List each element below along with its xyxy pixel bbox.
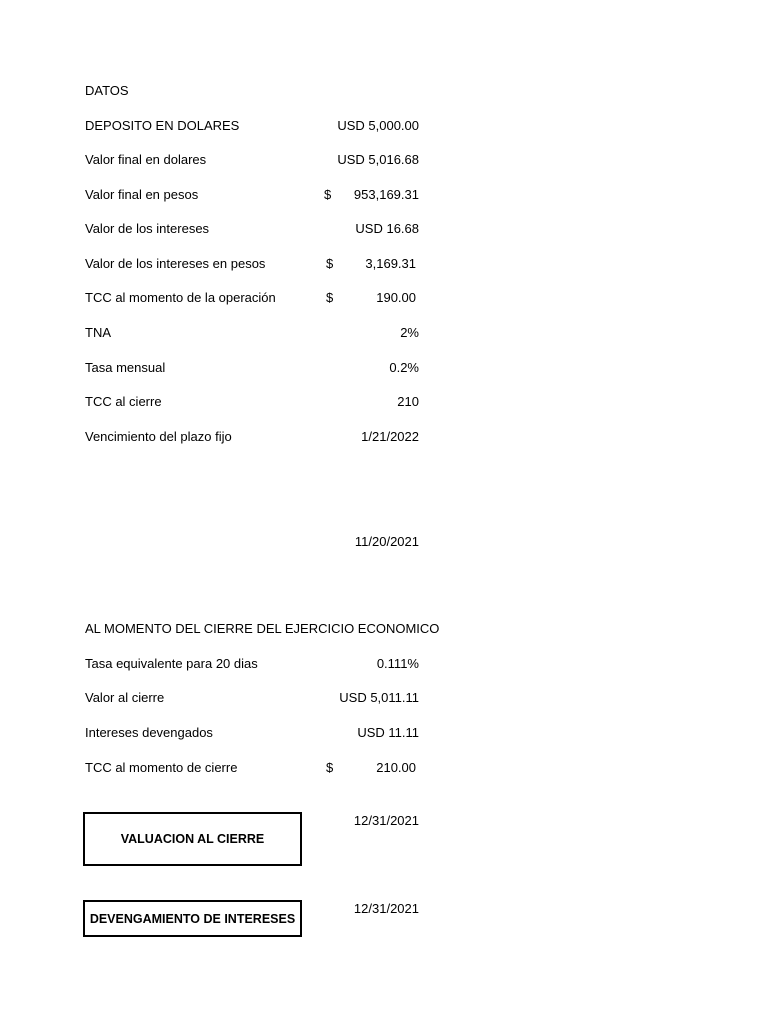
row-label-valor-final-dolares: Valor final en dolares — [85, 152, 207, 167]
row-value-vencimiento: 1/21/2022 — [361, 429, 419, 444]
section-heading-datos: DATOS — [85, 83, 129, 98]
row-value-intereses-devengados: USD 11.11 — [357, 725, 419, 740]
standalone-date: 11/20/2021 — [354, 534, 419, 549]
row-value-valor-cierre: USD 5,011.11 — [339, 690, 419, 705]
row-currency-tcc-momento-cierre: $ — [326, 760, 334, 775]
row-value-tcc-momento-cierre: 210.00 — [376, 760, 416, 775]
box-devengamiento-intereses — [83, 900, 302, 937]
row-label-tasa-equivalente: Tasa equivalente para 20 dias — [85, 656, 258, 671]
box-valuacion-cierre — [83, 812, 302, 866]
row-label-valor-final-pesos: Valor final en pesos — [85, 187, 199, 202]
row-label-intereses-devengados: Intereses devengados — [85, 725, 213, 740]
row-value-tcc-operacion: 190.00 — [376, 290, 416, 305]
box-title-devengamiento-intereses: DEVENGAMIENTO DE INTERESES — [89, 911, 296, 926]
date-devengamiento-intereses: 12/31/2021 — [353, 901, 419, 916]
row-label-vencimiento: Vencimiento del plazo fijo — [85, 429, 232, 444]
row-value-tasa-mensual: 0.2% — [389, 360, 419, 375]
row-label-tna: TNA — [85, 325, 111, 340]
row-value-intereses-pesos: 3,169.31 — [365, 256, 416, 271]
row-value-tasa-equivalente: 0.111% — [376, 656, 419, 671]
row-value-valor-final-pesos: 953,169.31 — [353, 187, 419, 202]
box-title-valuacion-cierre: VALUACION AL CIERRE — [120, 832, 265, 846]
row-value-valor-intereses: USD 16.68 — [355, 221, 419, 236]
row-currency-valor-final-pesos: $ — [324, 187, 332, 202]
row-label-tcc-momento-cierre: TCC al momento de cierre — [85, 760, 238, 775]
row-label-valor-intereses: Valor de los intereses — [85, 221, 210, 236]
row-label-tasa-mensual: Tasa mensual — [85, 360, 166, 375]
row-label-tcc-cierre: TCC al cierre — [85, 394, 162, 409]
row-value-deposito: USD 5,000.00 — [337, 118, 419, 133]
row-value-tcc-cierre: 210 — [397, 394, 419, 409]
row-value-tna: 2% — [400, 325, 419, 340]
row-label-intereses-pesos: Valor de los intereses en pesos — [85, 256, 266, 271]
row-value-valor-final-dolares: USD 5,016.68 — [337, 152, 419, 167]
date-valuacion-cierre: 12/31/2021 — [353, 813, 419, 828]
row-currency-intereses-pesos: $ — [326, 256, 334, 271]
row-label-tcc-operacion: TCC al momento de la operación — [85, 290, 276, 305]
row-currency-tcc-operacion: $ — [326, 290, 334, 305]
row-label-valor-cierre: Valor al cierre — [85, 690, 165, 705]
section-heading-cierre: AL MOMENTO DEL CIERRE DEL EJERCICIO ECONOMICO — [85, 621, 440, 636]
row-label-deposito: DEPOSITO EN DOLARES — [85, 118, 240, 133]
